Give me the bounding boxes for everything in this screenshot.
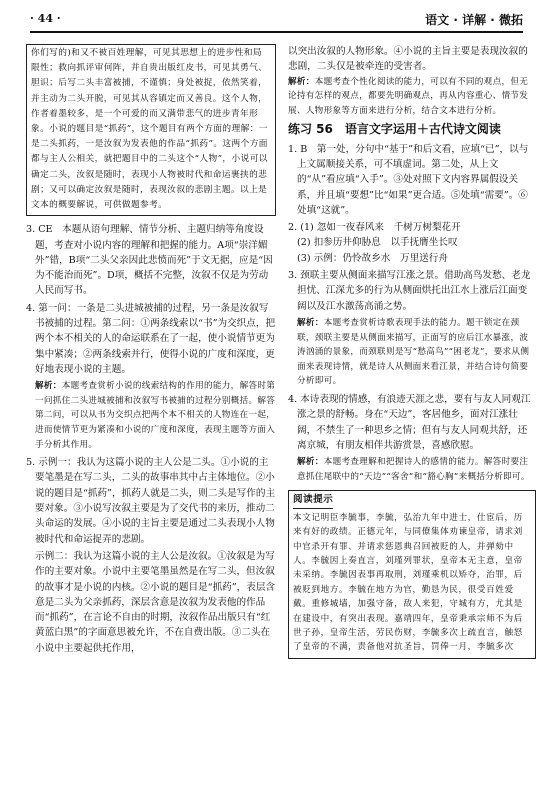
- answer-4-explanation: [26, 379, 276, 452]
- left-column: [26, 44, 276, 656]
- explanation-label: 解析：: [288, 76, 315, 87]
- book-brand: 语文 · 详解 · 微拓: [425, 13, 523, 27]
- explanation-text: 本题考查赏析小说的线索结构的作用的能力，解答时第一问抓住二头进城被捕和汝叙写书被捕的过程分别概括。解答第二问，可以从书为交织点把两个本不相关的人物连在一起，进而使情节更为紧凑和小说的广度和深度，表现主题等方面入手分析其作用。: [35, 381, 276, 450]
- answer-1: 1. B 第一处，分句中“基于”和后文看，应填“已”，以与上文属顺接关系，可不填虚词。第二处，从上文的“从”看应填“入手”。③处对照下文内容界属假设关系，并且填“要想”比“如果”更合适。⑤处填“需要”。⑥处填“这就”。: [288, 143, 529, 216]
- answer-5-example-1: 5. 示例一：我认为这篇小说的主人公是二头。①小说的主要笔墨是在写二头，二头的故事串其中占主体地位。②小说的题目是“抓药”，抓药人就是二头，则二头是写作的主要对象。③小说写汝叙主要是为了交代书的来历，推动二头命运的发展。④小说的主旨主要是通过二头表现小人物被时代和命运捉弄的悲剧。: [26, 457, 276, 545]
- answer-4: 4. 本诗表现的情感，有浪迹天涯之悲，要有与友人同观江涨之景的舒畅。身在“天边”，客居他乡，面对江涨壮阔，不禁生了一种思乡之情；但有与友人同观共舒，还离京城，有朋友相伴共游赏景，喜感欣慰。: [288, 393, 531, 451]
- reading-tip-text: 本文记明臣李毓事，李毓，弘治九年中进士，仕宦后，历来有好的政绩。正德元年，与同僚集体劝谏皇帝，请求刘中官杀开有罪、并请求惩恩典召回被贬的人，并弹劾中人。李毓因上奏直言，刘瑾列罪状，皇帝本无主意，皇帝未采纳。李毓因表事再取刑，刘瑾乘机以矫夺，治罪，后被贬到地方。李毓在地方为官，勤恳为民，很受百姓爱戴。重修城墙，加强守备，敌人来犯，守城有方，尤其是在建设中，有突出表现。嘉靖四年，皇帝秉承宗师不为后世子孙，皇帝生活，劳民伤财，李毓多次上疏直言，触怒了皇帝的不满，责备他对抗圣旨，罚俸一月，李毓多次: [293, 512, 523, 653]
- analysis-box: [26, 44, 276, 216]
- explanation-label: 解析：: [35, 381, 62, 392]
- explanation-label: 解析：: [297, 457, 324, 468]
- reading-tip-box: [288, 490, 536, 658]
- analysis-box-text: 你们写的)和又不被百姓理解，可见其思想上的进步性和局限性；救向抓评审何阵，并自贵出版红皮书，可见其勇气、胆识；后写二头丰富被捕，不谨慎；身处被捉，依然笑着，并主动为二头开脱，可见其从容镇定而又善良。这个人物，作者着墨较多，是一个可爱的而又满带悲气的进步青年形象。小说的题目是“抓药”，这个题目有两个方面的理解：一是二头抓药，一是汝叙为发表他的作品“抓药”。这两个方面都与主人公相关，就把题目中的二头这个“人物”，小说可以确定二头，汝叙是随时，表现小人物被时代和命运裹挟的悲剧；又可以确定汝叙是随时，表现汝叙的悲剧主题。以上是文本的概要解说，可供做题参考。: [31, 48, 268, 211]
- header-rule: [30, 31, 523, 33]
- answer-3: 3. 颈联主要从侧面来描写江涨之景。借助高鸟发愁、老龙担忧、江深尤多的行为从侧面烘托出江水上涨后江面变阔以及江水激荡高涌之势。: [288, 270, 531, 312]
- page-number: · 44 ·: [30, 12, 61, 25]
- explanation-label: 解析：: [297, 317, 324, 328]
- section-title: 练习 56 语言文字运用＋古代诗文阅读: [288, 122, 501, 137]
- answer-3: 3. CE 本题从语句理解、情节分析、主题归纳等角度设题，考查对小说内容的理解和把握的能力。A项“崇洋媚外”错，B项“二头父亲因此悲愤而死”于文无据，应是“因为不能治而死”。D项，概括不完整，汝叙不仅是为劳动人民而写书。: [26, 224, 273, 297]
- continued-explanation: [288, 75, 536, 119]
- answer-5-example-2: 示例二：我认为这篇小说的主人公是汝叙。①汝叙是为写作的主要对象。小说中主要笔墨虽然是在写二头，但汝叙的故事才是小说的内核。②小说的题目是“抓药”，表层含意是二头为父亲抓药，深层含意是汝叙为发表他的作品而“抓药”，在言论不自由的时期，汝叙作品出版只有“红黄蓝白黑”的字面意思被允许，不在自费出版。③二头在小说中主要起供托作用，: [35, 550, 276, 654]
- answer-2-line-2: (2) 扣参历井仰胁息 以手抚膺坐长叹: [297, 237, 458, 249]
- answer-4-explanation: [288, 455, 536, 484]
- page-header: [30, 8, 523, 30]
- right-column: [288, 44, 536, 659]
- reading-tip-title: 阅读提示: [293, 493, 333, 508]
- answer-2-line-1: 2. (1) 忽如一夜春风来 千树万树梨花开: [288, 222, 461, 234]
- answer-2-line-3: (3) 示例：仍怜故乡水 万里送行舟: [297, 252, 448, 264]
- explanation-text: 本题考查理解和把握诗人的感情的能力。解答时要注意抓住尾联中的“天边”“客舍”和“豁心胸”来概括分析即可。: [297, 457, 530, 482]
- answer-3-explanation: [288, 316, 536, 389]
- explanation-text: 本题考查赏析诗歌表现手法的能力。题干锁定在颈联，颈联主要是从侧面来描写，正面写的应后江水暴涨，波涛汹涌的景象，而颈联则是写“愁高鸟”“困老龙”，要求从侧面来表现诗情，就是诗人从侧面来看江景，并结合诗句简要分析即可。: [297, 317, 530, 387]
- explanation-text: 本题考查个性化阅读的能力，可以有不同的观点，但无论持有怎样的观点，都要先明确观点，再从内容重心、情节发展、人物形象等方面来进行分析，结合文本进行分析。: [288, 76, 529, 116]
- continued-answer: 以突出汝叙的人物形象。④小说的主旨主要是表现汝叙的悲剧，二头仅是被牵连的受害者。: [288, 46, 528, 73]
- answer-4: 4. 第一问：一条是二头进城被捕的过程，另一条是汝叙写书被捕的过程。第二问：①两条线索以“书”为交织点，把两个本不相关的人的命运联系在了一起，使小说情节更为集中紧凑；②两条线索并行，使得小说的广度和深度，更好地表现小说的主题。: [26, 302, 276, 375]
